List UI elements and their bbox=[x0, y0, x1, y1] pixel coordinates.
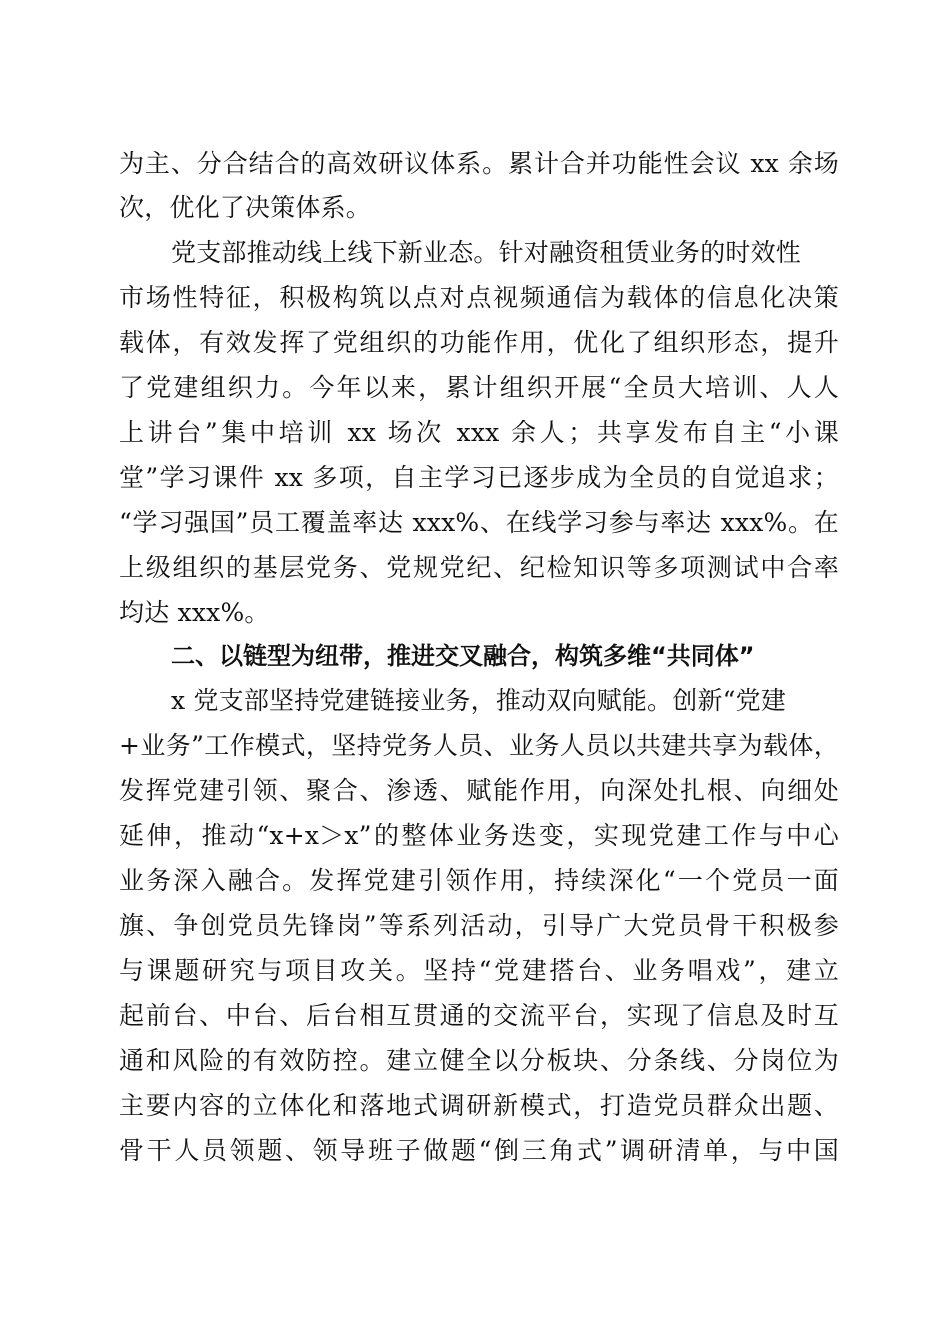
paragraph-line: 与课题研究与项目攻关。坚持“党建搭台、业务唱戏”，建立 bbox=[119, 956, 839, 985]
paragraph-line: 主要内容的立体化和落地式调研新模式，打造党员群众出题、 bbox=[119, 1091, 839, 1120]
paragraph-line: 党支部推动线上线下新业态。针对融资租赁业务的时效性 bbox=[171, 238, 802, 267]
paragraph-line: 次，优化了决策体系。 bbox=[119, 193, 372, 222]
paragraph-line: 上讲台”集中培训 xx 场次 xxx 余人；共享发布自主“小课 bbox=[119, 418, 839, 447]
paragraph-line: 了党建组织力。今年以来，累计组织开展“全员大培训、人人 bbox=[119, 373, 839, 402]
paragraph-line: 为主、分合结合的高效研议体系。累计合并功能性会议 xx 余场 bbox=[119, 149, 839, 178]
paragraph-line: 通和风险的有效防控。建立健全以分板块、分条线、分岗位为 bbox=[119, 1046, 839, 1075]
paragraph-line: “学习强国”员工覆盖率达 xxx%、在线学习参与率达 xxx%。在 bbox=[119, 508, 839, 537]
paragraph-line: 堂”学习课件 xx 多项，自主学习已逐步成为全员的自觉追求； bbox=[119, 463, 839, 492]
paragraph-line: +业务”工作模式，坚持党务人员、业务人员以共建共享为载体， bbox=[119, 731, 839, 760]
paragraph-line: x 党支部坚持党建链接业务，推动双向赋能。创新“党建 bbox=[171, 686, 787, 715]
paragraph-line: 市场性特征，积极构筑以点对点视频通信为载体的信息化决策 bbox=[119, 283, 839, 312]
paragraph-line: 旗、争创党员先锋岗”等系列活动，引导广大党员骨干积极参 bbox=[119, 911, 839, 940]
paragraph-line: 骨干人员领题、领导班子做题“倒三角式”调研清单，与中国 bbox=[119, 1136, 839, 1165]
section-heading: 二、以链型为纽带，推进交叉融合，构筑多维“共同体” bbox=[171, 642, 755, 670]
paragraph-line: 发挥党建引领、聚合、渗透、赋能作用，向深处扎根、向细处 bbox=[119, 776, 839, 805]
paragraph-line: 上级组织的基层党务、党规党纪、纪检知识等多项测试中合率 bbox=[119, 553, 839, 582]
paragraph-line: 载体，有效发挥了党组织的功能作用，优化了组织形态，提升 bbox=[119, 328, 839, 357]
paragraph-line: 起前台、中台、后台相互贯通的交流平台，实现了信息及时互 bbox=[119, 1001, 839, 1030]
paragraph-line: 业务深入融合。发挥党建引领作用，持续深化“一个党员一面 bbox=[119, 866, 839, 895]
paragraph-line: 延伸，推动“x+x＞x”的整体业务迭变，实现党建工作与中心 bbox=[119, 821, 839, 850]
paragraph-line: 均达 xxx%。 bbox=[119, 598, 270, 627]
